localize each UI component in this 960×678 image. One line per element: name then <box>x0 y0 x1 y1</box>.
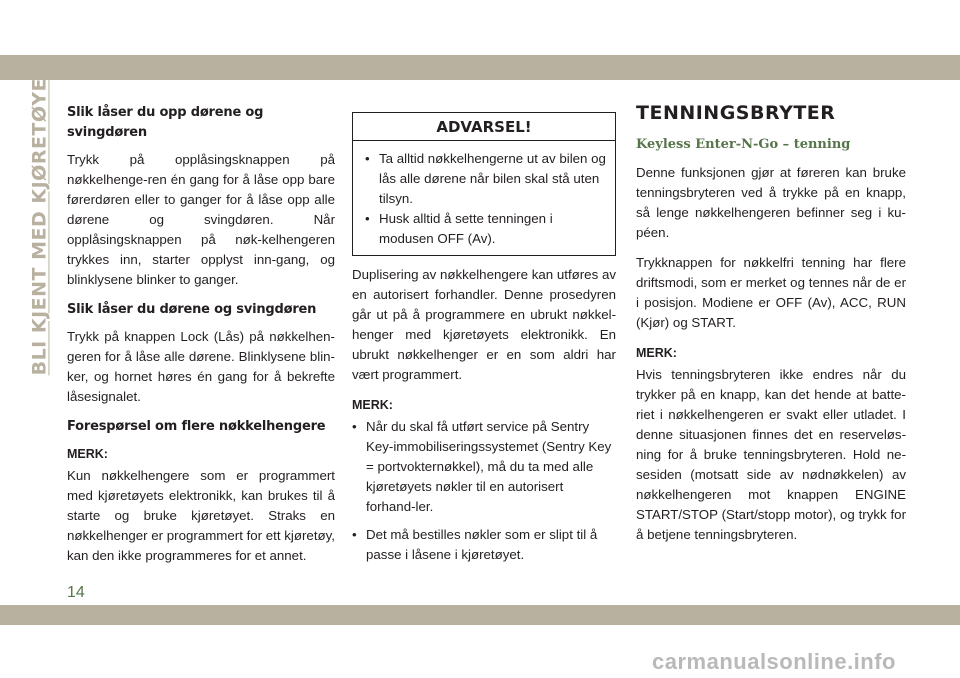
footer-band <box>0 605 960 625</box>
column-middle <box>352 112 616 573</box>
header-band <box>0 55 960 80</box>
page-number: 14 <box>67 584 85 601</box>
watermark-text: carmanualsonline.info <box>652 649 896 674</box>
heading-unlock: Slik låser du opp dørene og svingdøren <box>67 105 264 140</box>
paragraph-keyless: Denne funksjonen gjør at føreren kan bruke tenningsbryteren ved å trykke på en knapp, så lenge nøkkelhengeren befinner seg i ku-péen. <box>636 165 906 240</box>
paragraph-unlock: Trykk på opplåsingsknappen på nøkkelhenge-ren én gang for å låse opp bare førerdøren eller to ganger for å låse opp alle dørene og svingdøren. Når opplåsingsknappen på nøk-kelhengeren trykkes inn, starter opplyst inn-gang, og blinklysene blinker to ganger. <box>67 152 335 287</box>
note-label: MERK: <box>67 447 108 461</box>
column-right <box>636 103 906 555</box>
note-item: • Når du skal få utført service på Sentry Key-immobiliseringssystemet (Sentry Key = portvokternøkkel), må du ta med alle kjøretøyets nøkler til en autorisert forhand-ler. <box>352 417 616 517</box>
warning-item: • Ta alltid nøkkelhengerne ut av bilen og lås alle dørene når bilen skal stå uten tilsyn. <box>365 149 607 209</box>
note-item: • Det må bestilles nøkler som er slipt til å passe i låsene i kjøretøyet. <box>352 525 616 565</box>
section-tab <box>24 64 54 376</box>
heading-extra-keyfobs: Forespørsel om flere nøkkelhengere <box>67 419 326 434</box>
paragraph-duplication: Duplisering av nøkkelhengere kan utføres av en autorisert forhandler. Denne prosedyren går ut på å programmere en ubrukt nøkkel-henger med kjøretøyets elektronikk. En ubrukt nøkkelhenger er en som aldri har vært programmert. <box>352 267 616 382</box>
column-left <box>67 103 335 576</box>
note-label: MERK: <box>352 398 393 412</box>
warning-box <box>352 112 616 256</box>
paragraph-lock: Trykk på knappen Lock (Lås) på nøkkelhen-geren for å låse alle dørene. Blinklysene blin-ker, og hornet høres én gang for å bekrefte låsesignalet. <box>67 329 335 404</box>
warning-item: • Husk alltid å sette tenningen i modusen OFF (Av). <box>365 209 607 249</box>
paragraph-note: Kun nøkkelhengere som er programmert med kjøretøyets elektronikk, kan brukes til å starte og bruke kjøretøyet. Straks en nøkkelhenger er programmert for ett kjøretøy, kan den ikke programmeres for et annet. <box>67 468 335 563</box>
note-label: MERK: <box>636 346 677 360</box>
paragraph-modes: Trykknappen for nøkkelfri tenning har flere driftsmodi, som er merket og tennes når de er i posisjon. Modiene er OFF (Av), ACC, RUN (Kjør) og START. <box>636 255 906 330</box>
section-tab-label: BLI KJENT MED KJØRETØYET <box>28 64 51 376</box>
note-list <box>352 417 616 565</box>
warning-title: ADVARSEL! <box>353 113 615 141</box>
section-subtitle: Keyless Enter-N-Go – tenning <box>636 137 851 152</box>
heading-lock: Slik låser du dørene og svingdøren <box>67 302 317 317</box>
warning-list <box>353 141 615 255</box>
section-title: TENNINGSBRYTER <box>636 102 836 124</box>
paragraph-backup: Hvis tenningsbryteren ikke endres når du trykker på en knapp, kan det hende at batte-riet i nøkkelhengeren er svakt eller utladet. I denne situasjonen finnes det en reserveløs-ning for å bruke tenningsbryteren. Hold ne-sesiden (motsatt side av nødnøkkelen) av nøkkelhengeren mot knappen ENGINE START/STOP (Start/stopp motor), og trykk for å betjene tenningsbryteren. <box>636 367 906 542</box>
